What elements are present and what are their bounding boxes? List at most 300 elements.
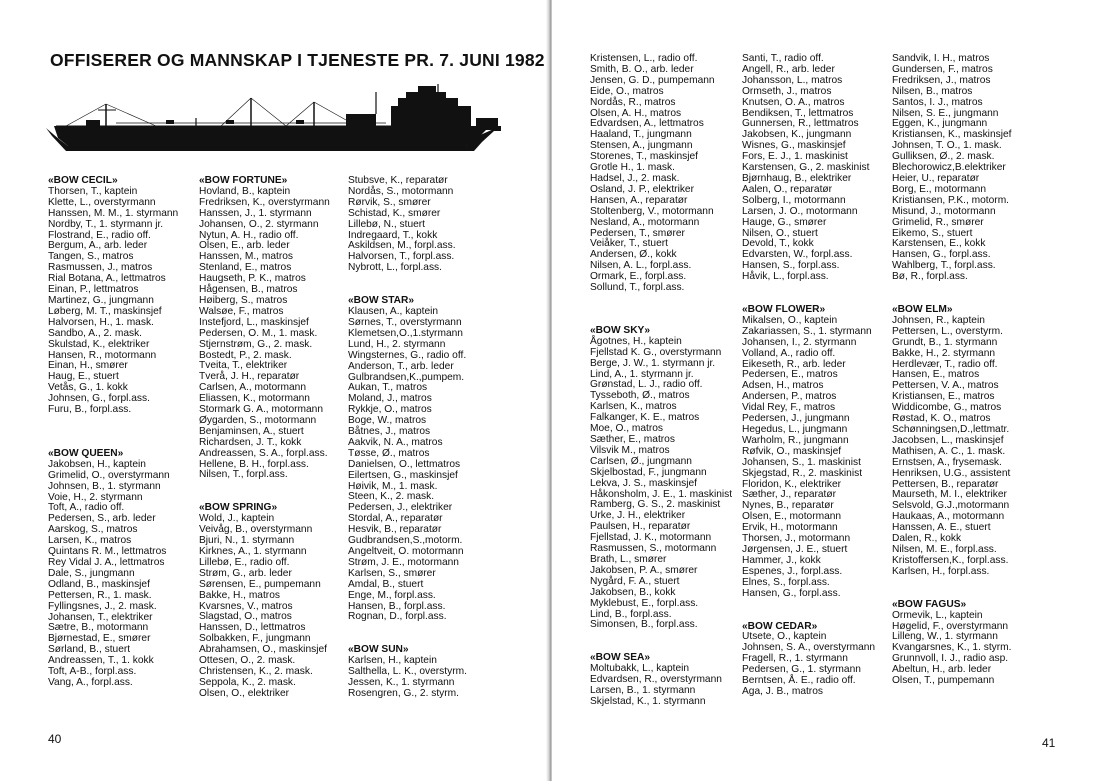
crew-entry: Smith, B. O., arb. leder [590, 63, 694, 75]
crew-entry: Carlsen, Ø., jungmann [590, 455, 692, 467]
crew-entry: Furu, B., forpl.ass. [48, 404, 132, 416]
crew-entry: Widdicombe, G., matros [892, 402, 1002, 414]
ship-section [48, 176, 178, 416]
crew-entry: Stubsve, K., reparatør [348, 175, 448, 186]
ship-section [199, 176, 330, 481]
crew-entry: Fragell, R., 1. styrmann [742, 653, 848, 665]
crew-entry: Johnsen, G., forpl.ass. [48, 393, 150, 405]
crew-entry: Skjegstad, R., 2. maskinist [742, 467, 863, 479]
crew-entry: Kristiansen, E., matros [892, 391, 995, 403]
crew-entry: Lind, A., 1. styrmann jr. [590, 368, 694, 380]
crew-entry: Aarskog, S., matros [48, 524, 138, 536]
crew-entry: Skjelbostad, F., jungmann [590, 466, 707, 478]
crew-entry: Nytun, A. H., radio off. [199, 229, 299, 241]
crew-entry: Knutsen, O. A., matros [742, 96, 845, 108]
crew-entry: Thorsen, J., motormann [742, 533, 851, 545]
crew-entry: Nordås, S., motormann [348, 185, 454, 197]
crew-entry: Jensen, G. D., pumpemann [590, 74, 715, 86]
ship-section-continued [742, 54, 875, 283]
crew-entry: Jessen, K., 1. styrmann [348, 677, 455, 689]
crew-entry: Strøm, G., arb. leder [199, 567, 292, 579]
ship-section [742, 305, 875, 599]
ship-name: «BOW FORTUNE» [199, 175, 288, 186]
page-title: OFFISERER OG MANNSKAP I TJENESTE PR. 7. JUNI 1982 [50, 50, 545, 70]
crew-entry: Hellene, B. H., forpl.ass. [199, 458, 309, 470]
crew-entry: Storenes, T., maskinsjef [590, 151, 698, 163]
left-column-2 [199, 176, 330, 722]
crew-entry: Espenes, J., forpl.ass. [742, 565, 843, 577]
crew-entry: Henriksen, U.G., assistent [892, 467, 1011, 479]
crew-entry: Seppola, K., 2. mask. [199, 676, 296, 688]
crew-entry: Abeltun, H., arb. leder [892, 664, 992, 676]
crew-entry: Borg, E., motormann [892, 183, 986, 195]
crew-entry: Stoltenberg, V., motormann [590, 205, 714, 217]
crew-entry: Danielsen, O., lettmatros [348, 458, 461, 470]
crew-entry: Pedersen, S., arb. leder [48, 513, 156, 525]
crew-entry: Karlsen, H., kaptein [348, 655, 437, 667]
crew-entry: Nordås, R., matros [590, 96, 676, 108]
crew-entry: Vetås, G., 1. kokk [48, 382, 128, 394]
crew-entry: Haug, E., stuert [48, 371, 119, 383]
crew-entry: Toft, A., radio off. [48, 502, 125, 514]
crew-entry: Osland, J. P., elektriker [590, 183, 694, 195]
crew-entry: Berntsen, Å. E., radio off. [742, 675, 856, 687]
crew-entry: Bjørnhaug, B., elektriker [742, 172, 852, 184]
ship-section [348, 296, 467, 623]
crew-entry: Stordal, A., reparatør [348, 513, 443, 525]
crew-entry: Hovland, B., kaptein [199, 185, 291, 197]
crew-entry: Myklebust, E., forpl.ass. [590, 597, 699, 609]
ship-section [590, 326, 732, 631]
crew-entry: Sætre, B., motormann [48, 622, 149, 634]
crew-entry: Nilsen, T., forpl.ass. [199, 469, 288, 481]
crew-entry: Dalen, R., kokk [892, 533, 962, 545]
ship-name: «BOW STAR» [348, 295, 415, 307]
crew-entry: Bjuri, N., 1. styrmann [199, 535, 295, 547]
crew-entry: Benjaminsen, A., stuert [199, 425, 304, 437]
crew-entry: Johnsen, B., 1. styrmann [48, 480, 161, 492]
crew-entry: Larsen, J. O., motormann [742, 205, 858, 217]
crew-entry: Grotle H., 1. mask. [590, 162, 675, 174]
crew-entry: Johansen, S., 1. maskinist [742, 456, 861, 468]
crew-entry: Fjellstad, J. K., motormann [590, 532, 712, 544]
crew-entry: Rykkje, O., matros [348, 404, 432, 416]
crew-entry: Lillebø, E., radio off. [199, 556, 290, 568]
crew-entry: Aga, J. B., matros [742, 685, 823, 697]
crew-entry: Rasmussen, J., matros [48, 262, 153, 274]
crew-entry: Vidal Rey, F., matros [742, 402, 836, 414]
page-number-left: 40 [48, 732, 62, 746]
left-column-1 [48, 176, 178, 711]
crew-entry: Kvarsnes, V., matros [199, 600, 293, 612]
crew-entry: Rosengren, G., 2. styrm. [348, 687, 459, 699]
crew-entry: Boge, W., matros [348, 415, 427, 427]
crew-entry: Bjørnestad, E., smører [48, 633, 151, 645]
ship-name: «BOW CEDAR» [742, 620, 818, 632]
crew-entry: Selsvold, G.J.,motormann [892, 500, 1010, 512]
crew-entry: Martinez, G., jungmann [48, 294, 154, 306]
ship-name: «BOW SEA» [590, 652, 651, 664]
crew-entry: Tangen, S., matros [48, 251, 134, 263]
crew-entry: Grønstad, L. J., radio off. [590, 379, 703, 391]
crew-entry: Karlsen, S., smører [348, 567, 436, 579]
crew-entry: Berge, J. W., 1. styrmann jr. [590, 357, 716, 369]
crew-entry: Eilertsen, G., maskinsjef [348, 469, 458, 481]
crew-entry: Einan, H., smører [48, 360, 128, 372]
crew-entry: Grunnvoll, I. J., radio asp. [892, 653, 1009, 665]
crew-entry: Anderson, T., arb. leder [348, 360, 454, 372]
crew-entry: Fyllingsnes, J., 2. mask. [48, 600, 157, 612]
crew-entry: Sørnes, T., overstyrmann [348, 316, 462, 328]
crew-entry: Hegedus, L., jungmann [742, 424, 848, 435]
crew-entry: Enge, M., forpl.ass. [348, 589, 436, 601]
crew-entry: Rey Vidal J. A., lettmatros [48, 557, 165, 568]
crew-entry: Gudbrandsen,S.,motorm. [348, 535, 463, 547]
crew-entry: Moltubakk, L., kaptein [590, 663, 690, 675]
right-page [552, 0, 1100, 781]
crew-entry: Jakobsen, P. A., smører [590, 564, 698, 576]
ship-name: «BOW FLOWER» [742, 304, 826, 316]
crew-entry: Salthella, L. K., overstyrm. [348, 666, 467, 678]
crew-entry: Edvardsen, R., overstyrmann [590, 674, 722, 686]
crew-entry: Jakobsen, H., kaptein [48, 458, 146, 470]
crew-entry: Ernstsen, A., frysemask. [892, 456, 1002, 468]
crew-entry: Olsen, E., motormann [742, 511, 842, 523]
crew-entry: Falkanger, K. E., matros [590, 412, 700, 424]
crew-entry: Abrahamsen, O., maskinsjef [199, 644, 327, 656]
crew-entry: Larsen, K., matros [48, 535, 132, 547]
ship-name: «BOW SUN» [348, 644, 409, 656]
crew-entry: Paulsen, H., reparatør [590, 521, 691, 533]
crew-entry: Høivik, M., 1. mask. [348, 480, 438, 492]
page-number-right: 41 [1042, 736, 1056, 750]
crew-entry: Klausen, A., kaptein [348, 306, 439, 318]
right-column-2 [742, 54, 875, 720]
crew-entry: Urke, J. H., elektriker [590, 510, 686, 522]
crew-entry: Johansen, I., 2. styrmann [742, 336, 857, 348]
ship-section [892, 305, 1011, 578]
crew-entry: Rognan, D., forpl.ass. [348, 611, 447, 623]
crew-entry: Hanssen, D., lettmatros [199, 622, 306, 634]
crew-entry: Klemetsen,O.,1.styrmann [348, 327, 463, 339]
crew-entry: Bø, R., forpl.ass. [892, 271, 968, 283]
crew-entry: Løberg, M. T., maskinsjef [48, 305, 162, 317]
crew-entry: Carlsen, A., motormann [199, 382, 307, 394]
crew-entry: Hauge, G., smører [742, 216, 827, 228]
ship-name: «BOW QUEEN» [48, 447, 124, 459]
crew-entry: Hansen, B., forpl.ass. [348, 600, 446, 612]
crew-entry: Kristiansen, P.K., motorm. [892, 194, 1010, 206]
crew-entry: Sæther, E., matros [590, 434, 675, 445]
crew-entry: Wisnes, G., maskinsjef [742, 140, 846, 152]
crew-entry: Røstad, K. O., matros [892, 413, 991, 425]
crew-entry: Klette, L., overstyrmann [48, 196, 156, 208]
crew-entry: Båtnes, J., matros [348, 426, 431, 438]
crew-entry: Ågotnes, H., kaptein [590, 335, 682, 347]
crew-entry: Stensen, A., jungmann [590, 140, 693, 152]
crew-entry: Volland, A., radio off. [742, 347, 836, 359]
crew-entry: Andersen, Ø., kokk [590, 249, 677, 261]
crew-entry: Edvardsen, A., lettmatros [590, 118, 704, 130]
crew-entry: Sandvik, I. H., matros [892, 53, 990, 64]
crew-entry: Nordby, T., 1. styrmann jr. [48, 218, 164, 230]
crew-entry: Solbakken, F., jungmann [199, 633, 311, 645]
crew-entry: Tøsse, Ø., matros [348, 447, 430, 459]
crew-entry: Johansen, T., elektriker [48, 611, 153, 623]
crew-entry: Schønningsen,D.,lettmatr. [892, 424, 1010, 435]
crew-entry: Nybrott, L., forpl.ass. [348, 262, 442, 274]
crew-entry: Ormseth, J., matros [742, 85, 832, 97]
crew-entry: Ottesen, O., 2. mask. [199, 655, 296, 667]
crew-entry: Hanssen, M. M., 1. styrmann [48, 207, 179, 219]
crew-entry: Bakke, H., 2. styrmann [892, 347, 996, 359]
crew-entry: Lekva, J. S., maskinsjef [590, 477, 698, 489]
crew-entry: Nilsen, S. E., jungmann [892, 107, 999, 119]
crew-entry: Vilsvik M., matros [590, 444, 670, 456]
crew-entry: Sollund, T., forpl.ass. [590, 282, 685, 294]
crew-entry: Dale, S., jungmann [48, 567, 135, 579]
crew-entry: Edvarsten, W., forpl.ass. [742, 249, 853, 261]
crew-entry: Instefjord, L., maskinsjef [199, 316, 309, 328]
crew-entry: Haaland, T., jungmann [590, 129, 692, 141]
crew-entry: Nilsen, A. L., forpl.ass. [590, 260, 692, 272]
crew-entry: Veivåg, B., overstyrmann [199, 524, 313, 536]
crew-entry: Ormevik, L., kaptein [892, 609, 983, 621]
crew-entry: Røfvik, O., maskinsjef [742, 445, 842, 457]
crew-entry: Maurseth, M. I., elektriker [892, 489, 1007, 501]
crew-entry: Hanssen, J., 1. styrmann [199, 207, 312, 219]
ship-section [199, 503, 330, 699]
crew-entry: Angeltveit, O. motormann [348, 546, 464, 557]
crew-entry: Aukan, T., matros [348, 382, 428, 394]
crew-entry: Skulstad, K., elektriker [48, 338, 150, 350]
crew-entry: Andreassen, T., 1. kokk [48, 655, 154, 667]
crew-entry: Mathisen, A. C., 1. mask. [892, 445, 1006, 457]
crew-entry: Bergum, A., arb. leder [48, 240, 148, 252]
crew-entry: Sørland, B., stuert [48, 644, 131, 656]
ship-section [742, 622, 875, 698]
crew-entry: Wold, J., kaptein [199, 513, 275, 525]
crew-entry: Hågensen, B., matros [199, 284, 298, 296]
ship-name: «BOW FAGUS» [892, 598, 967, 610]
crew-entry: Sæther, J., reparatør [742, 489, 836, 501]
crew-entry: Nynes, B., reparatør [742, 500, 834, 512]
crew-entry: Santos, I. J., matros [892, 96, 983, 108]
crew-entry: Håvik, L., forpl.ass. [742, 271, 829, 283]
crew-entry: Adsen, H., matros [742, 380, 824, 392]
crew-entry: Hansen, S., forpl.ass. [742, 260, 840, 272]
ship-name: «BOW CECIL» [48, 175, 118, 186]
ship-name: «BOW ELM» [892, 304, 953, 316]
crew-entry: Bakke, H., matros [199, 589, 280, 601]
crew-entry: Lind, B., forpl.ass. [590, 608, 672, 620]
crew-entry: Bostedt, P., 2. mask. [199, 349, 292, 361]
crew-entry: Elnes, S., forpl.ass. [742, 576, 830, 588]
crew-entry: Voie, H., 2. styrmann [48, 491, 143, 503]
crew-entry: Høgelid, F., overstyrmann [892, 620, 1009, 632]
crew-entry: Floridon, K., elektriker [742, 478, 842, 490]
ship-section-continued [348, 176, 467, 274]
crew-entry: Vang, A., forpl.ass. [48, 676, 133, 688]
crew-entry: Tverå, J. H., reparatør [199, 371, 300, 383]
crew-entry: Ervik, H., motormann [742, 522, 838, 534]
crew-entry: Eliassen, K., motormann [199, 393, 310, 405]
crew-entry: Flostrand, E., radio off. [48, 229, 151, 241]
crew-entry: Ormark, E., forpl.ass. [590, 271, 687, 283]
right-column-3 [892, 54, 1011, 709]
ship-section [590, 653, 732, 708]
crew-entry: Håkonsholm, J. E., 1. maskinist [590, 488, 733, 500]
crew-entry: Lilleng, W., 1. styrmann [892, 631, 998, 643]
crew-entry: Olsen, T., pumpemann [892, 675, 995, 687]
crew-entry: Indregaard, T., kokk [348, 229, 438, 241]
ship-section-continued [892, 54, 1011, 283]
crew-entry: Veiåker, T., stuert [590, 238, 668, 250]
ship-name: «BOW SPRING» [199, 502, 278, 514]
crew-entry: Pettersen, L., overstyrm. [892, 325, 1003, 337]
crew-entry: Kristoffersen,K., forpl.ass. [892, 554, 1009, 566]
crew-entry: Karlsen, K., matros [590, 401, 677, 413]
crew-entry: Grundt, B., 1. styrmann [892, 336, 998, 348]
crew-entry: Fors, E. J., 1. maskinist [742, 151, 848, 163]
crew-entry: Wingsternes, G., radio off. [348, 349, 467, 361]
crew-entry: Gunnersen, R., lettmatros [742, 118, 859, 130]
crew-entry: Johansen, O., 2. styrmann [199, 218, 319, 230]
crew-entry: Fjellstad K. G., overstyrmann [590, 346, 722, 358]
crew-entry: Hansen, A., reparatør [590, 194, 688, 206]
crew-entry: Lillebø, N., stuert [348, 218, 425, 230]
crew-entry: Steen, K., 2. mask. [348, 491, 435, 503]
crew-entry: Tveita, T., elektriker [199, 360, 288, 372]
crew-entry: Toft, A-B., forpl.ass. [48, 666, 137, 678]
crew-entry: Walsøe, F., matros [199, 305, 284, 317]
crew-entry: Askildsen, M., forpl.ass. [348, 240, 456, 252]
crew-entry: Hammer, J., kokk [742, 554, 821, 566]
crew-entry: Johansson, L., matros [742, 74, 843, 86]
crew-entry: Gundersen, F., matros [892, 63, 993, 75]
crew-entry: Karlsen, H., forpl.ass. [892, 565, 990, 577]
crew-entry: Øygarden, S., motormann [199, 414, 317, 426]
crew-entry: Hesvik, B., reparatør [348, 524, 442, 536]
crew-entry: Andreassen, S. A., forpl.ass. [199, 447, 328, 459]
crew-entry: Strøm, J. E., motormann [348, 556, 459, 568]
crew-entry: Høiberg, S., matros [199, 294, 288, 306]
crew-entry: Jakobsen, B., kokk [590, 586, 676, 598]
crew-entry: Jørgensen, J. E., stuert [742, 543, 848, 555]
crew-entry: Fredriksen, J., matros [892, 74, 991, 86]
crew-entry: Bendiksen, T., lettmatros [742, 107, 854, 119]
crew-entry: Stjernstrøm, G., 2. mask. [199, 338, 313, 350]
crew-entry: Johnsen, S. A., overstyrmann [742, 642, 876, 654]
crew-entry: Pedersen, E., matros [742, 369, 838, 381]
crew-entry: Herdlevær, T., radio off. [892, 358, 998, 370]
crew-entry: Pettersen, B., reparatør [892, 478, 999, 490]
crew-entry: Fredriksen, K., overstyrmann [199, 196, 330, 208]
crew-entry: Rasmussen, S., motormann [590, 543, 717, 555]
crew-entry: Pettersen, V. A., matros [892, 380, 999, 392]
ship-name: «BOW SKY» [590, 324, 651, 336]
left-page [0, 0, 548, 781]
crew-entry: Warholm, R., jungmann [742, 434, 849, 446]
crew-entry: Kvangarsnes, K., 1. styrm. [892, 642, 1012, 654]
crew-entry: Skjelstad, K., 1. styrmann [590, 695, 706, 707]
crew-entry: Sandbo, A., 2. mask. [48, 327, 143, 339]
crew-entry: Kristensen, L., radio off. [590, 53, 698, 64]
ship-section [892, 600, 1011, 687]
crew-entry: Karstensen, E., kokk [892, 238, 986, 250]
ship-silhouette-icon [46, 84, 501, 154]
crew-entry: Nygård, F. A., stuert [590, 575, 680, 587]
crew-entry: Gulbrandsen,K.,pumpem. [348, 371, 465, 383]
crew-entry: Ramberg, G. S., 2. maskinist [590, 499, 721, 511]
crew-entry: Blechorowicz,B.elektriker [892, 162, 1006, 174]
crew-entry: Quintans R. M., lettmatros [48, 546, 167, 558]
crew-entry: Jakobsen, K., jungmann [742, 129, 852, 141]
crew-entry: Nesland, A., motormann [590, 216, 700, 228]
crew-entry: Utsete, O., kaptein [742, 631, 827, 643]
crew-entry: Stenland, E., matros [199, 262, 292, 274]
crew-entry: Gulliksen, Ø., 2. mask. [892, 151, 995, 163]
crew-entry: Nilsen, B., matros [892, 85, 973, 97]
crew-entry: Kristiansen, K., maskinsjef [892, 129, 1012, 141]
crew-entry: Haukaas, A., motormann [892, 511, 1005, 523]
crew-entry: Thorsen, T., kaptein [48, 185, 138, 197]
crew-entry: Hadsel, J., 2. mask. [590, 172, 680, 184]
crew-entry: Eide, O., matros [590, 85, 664, 97]
crew-entry: Sørensen, E., pumpemann [199, 578, 321, 590]
crew-entry: Nilsen, M. E., forpl.ass. [892, 543, 997, 555]
crew-entry: Simonsen, B., forpl.ass. [590, 619, 698, 631]
crew-entry: Richardsen, J. T., kokk [199, 436, 302, 448]
right-column-1 [590, 54, 732, 730]
crew-entry: Grimelid, O., overstyrmann [48, 469, 170, 481]
crew-entry: Kirknes, A., 1. styrmann [199, 546, 307, 557]
crew-entry: Schistad, K., smører [348, 207, 441, 219]
crew-entry: Eikemo, S., stuert [892, 227, 973, 239]
crew-entry: Nilsen, O., stuert [742, 227, 818, 239]
crew-entry: Misund, J., motormann [892, 205, 996, 217]
crew-entry: Amdal, B., stuert [348, 578, 424, 590]
ship-section-continued [590, 54, 732, 294]
crew-entry: Brath, L., smører [590, 553, 667, 565]
crew-entry: Mikalsen, O., kaptein [742, 314, 838, 326]
crew-entry: Jacobsen, L., maskinsjef [892, 434, 1004, 446]
crew-entry: Karstensen, G., 2. maskinist [742, 162, 870, 174]
crew-entry: Pettersen, R., 1. mask. [48, 589, 152, 601]
crew-entry: Olsen, E., arb. leder [199, 240, 290, 252]
crew-entry: Hansen, R., motormann [48, 349, 157, 361]
crew-entry: Olsen, A. H., matros [590, 107, 682, 119]
crew-entry: Lund, H., 2. styrmann [348, 338, 446, 350]
crew-entry: Pedersen, T., smører [590, 227, 685, 239]
crew-entry: Angell, R., arb. leder [742, 63, 835, 75]
crew-entry: Devold, T., kokk [742, 238, 814, 250]
crew-entry: Pedersen, O. M., 1. mask. [199, 327, 318, 339]
crew-entry: Heier, U., reparatør [892, 172, 980, 184]
crew-entry: Einan, P., lettmatros [48, 284, 139, 296]
crew-entry: Halvorsen, T., forpl.ass. [348, 251, 455, 263]
ship-section [348, 645, 467, 700]
crew-entry: Hansen, E., matros [892, 369, 980, 381]
crew-entry: Eggen, K., jungmann [892, 118, 988, 130]
crew-entry: Aalen, O., reparatør [742, 183, 833, 195]
crew-entry: Johnsen, R., kaptein [892, 314, 985, 326]
crew-entry: Santi, T., radio off. [742, 53, 824, 64]
crew-entry: Hanssen, A. E., stuert [892, 522, 991, 534]
crew-entry: Slagstad, O., matros [199, 611, 292, 623]
ship-section [48, 449, 178, 689]
crew-entry: Zakariassen, S., 1. styrmann [742, 325, 872, 337]
